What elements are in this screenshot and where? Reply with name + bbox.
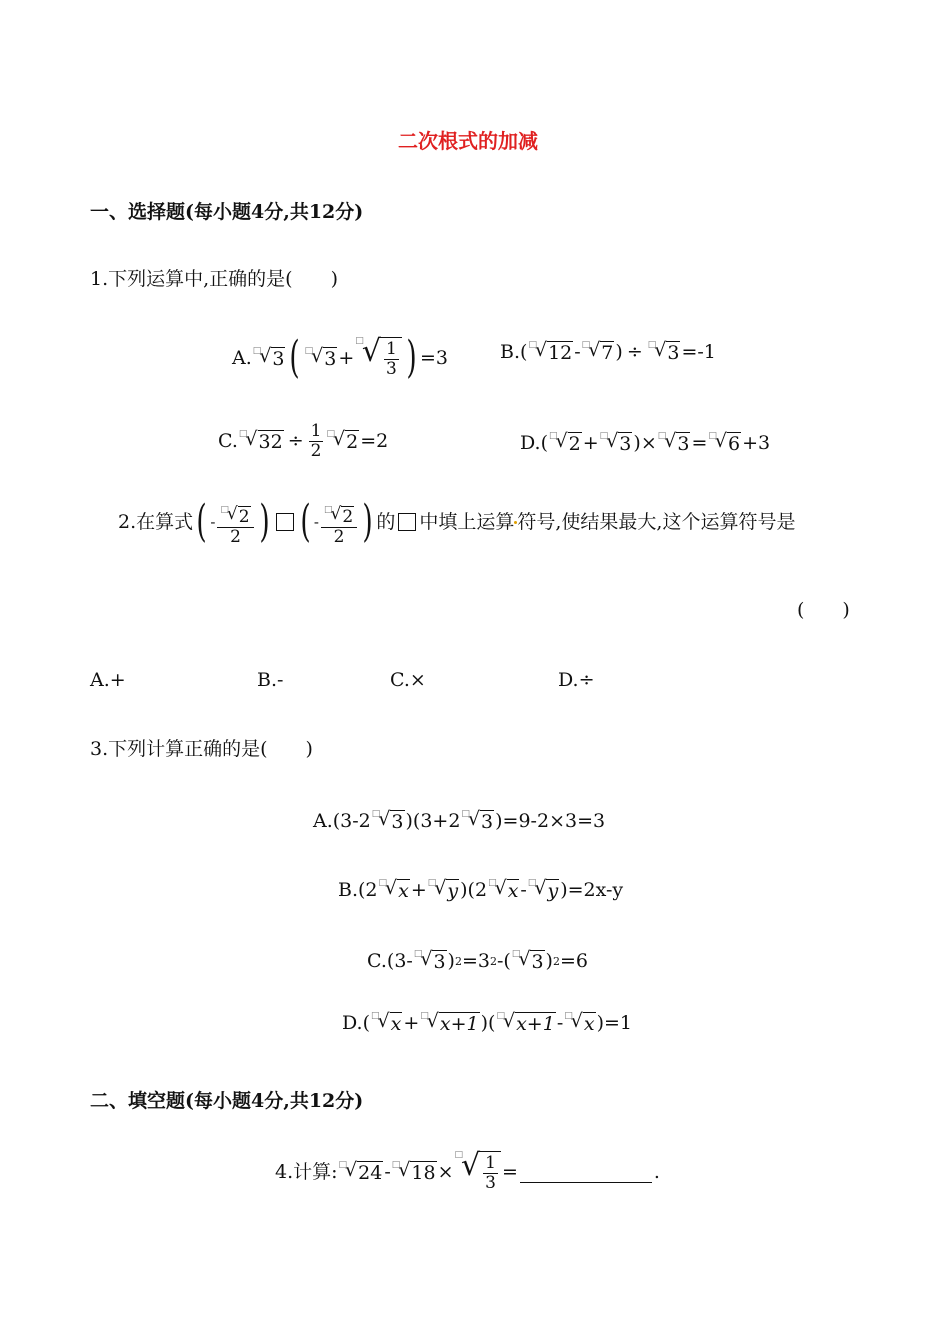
- radical: □ √ 32: [238, 427, 283, 453]
- blank-box-icon: [398, 513, 416, 531]
- radical: □ √ 3: [599, 430, 632, 455]
- question-4: [275, 1148, 660, 1196]
- denominator: 2: [230, 526, 241, 547]
- radical: □ √ 12: [528, 339, 573, 364]
- numerator: 1: [385, 339, 397, 360]
- option-c-pre: C.(3-: [367, 949, 413, 972]
- question-2-stem: [118, 497, 795, 547]
- radical: □ √ 3: [252, 344, 285, 370]
- radical: □ √ 2: [326, 427, 359, 453]
- radical: □ √ y: [527, 877, 559, 902]
- radicand: y: [547, 880, 559, 902]
- radical: □ √ x: [371, 1010, 402, 1035]
- numerator: 1: [485, 1153, 496, 1174]
- option-c-mid3: ): [545, 949, 553, 972]
- denominator: 3: [485, 1173, 496, 1193]
- radicand: 12: [548, 342, 573, 364]
- radical: □ √ 7: [581, 339, 614, 364]
- question-1-option-b: B. ( □ √ 12 - □ √ 7 ) ÷ □ √ 3 =-1: [500, 339, 716, 364]
- question-2-option-b: B.-: [257, 669, 284, 691]
- plus-sign: +: [403, 1011, 420, 1034]
- option-a-pre: A.(3-2: [313, 809, 371, 832]
- question-3-option-c: [367, 950, 588, 973]
- radical: □ √ 3: [657, 430, 690, 455]
- times-symbol: ×: [437, 1160, 454, 1183]
- radicand: 2: [346, 430, 359, 453]
- minus-sign: -: [520, 878, 527, 901]
- option-c-mid: ): [447, 949, 455, 972]
- left-paren: (: [300, 496, 311, 547]
- fraction: [321, 498, 357, 546]
- option-c-eq: =3: [461, 949, 490, 972]
- denominator: 2: [310, 440, 322, 461]
- radicand: 3: [667, 342, 680, 364]
- radicand: 7: [601, 342, 614, 364]
- radicand: x: [583, 1013, 595, 1035]
- question-1-option-a: A. □ √ 3 ( □ √ 3 + □ √ $\frac{1}{3}$ ) =3: [232, 332, 448, 383]
- question-2-text-a: 中填上运算: [419, 510, 515, 533]
- radical: □ √ 6: [708, 430, 741, 455]
- radical: □ √ y: [427, 877, 459, 902]
- page-title: 二次根式的加减: [398, 129, 538, 153]
- question-3-option-b: [338, 879, 623, 902]
- radicand: 3: [272, 347, 285, 370]
- radical: □ √ 18: [391, 1158, 436, 1184]
- option-c-mid2: -(: [496, 949, 511, 972]
- period: .: [653, 1160, 660, 1183]
- question-2-text-b: 符号,使结果最大,这个运算符号是: [517, 510, 796, 533]
- exponent: 2: [489, 954, 497, 968]
- equation-result: =3: [419, 346, 448, 369]
- radicand: 3: [391, 811, 404, 833]
- radical: □ √ 2: [549, 430, 581, 455]
- radicand: 2: [342, 506, 354, 527]
- radical: □ √ 3: [304, 344, 337, 370]
- radicand: 3: [324, 347, 337, 370]
- radicand: 6: [728, 433, 741, 455]
- radical: □ √ x+1: [496, 1010, 555, 1035]
- radical: □ √ 3: [413, 948, 446, 973]
- radicand: 2: [238, 506, 250, 527]
- radical-fraction: □ √ $\frac{1}{3}$: [355, 337, 401, 378]
- radicand: x+1: [439, 1013, 479, 1035]
- exponent: 2: [552, 954, 560, 968]
- radicand: x: [398, 880, 409, 902]
- option-a-label: A.: [232, 346, 252, 369]
- equation-result: =2: [360, 429, 389, 452]
- fraction: [309, 422, 324, 460]
- option-d-label: D.: [520, 431, 541, 454]
- divide-symbol: ÷: [626, 340, 643, 363]
- blank-box-icon: [276, 513, 294, 531]
- exponent: 2: [454, 954, 462, 968]
- radicand: 18: [411, 1161, 436, 1184]
- radicand: 3: [531, 951, 544, 973]
- radicand: 24: [358, 1161, 383, 1184]
- left-paren: (: [289, 332, 301, 383]
- radical: □ √ x: [564, 1010, 595, 1035]
- minus-sign: -: [210, 512, 216, 531]
- minus-sign: -: [384, 1160, 391, 1183]
- times-symbol: ×: [640, 431, 657, 454]
- option-d-pre: D.(: [342, 1011, 371, 1034]
- radicand: x: [390, 1013, 402, 1035]
- option-b-mid: )(2: [460, 878, 488, 901]
- divide-symbol: ÷: [287, 429, 304, 452]
- minus-sign: -: [313, 512, 319, 531]
- section-heading-choice: 一、选择题(每小题4分,共12分): [90, 201, 364, 223]
- question-3-option-a: [313, 810, 605, 833]
- right-paren: ): [406, 332, 417, 383]
- option-c-label: C.: [218, 429, 238, 452]
- question-2-mid: 的: [376, 510, 396, 533]
- radical: □ √ 2: [324, 503, 354, 527]
- radical: □ √ 24: [338, 1158, 383, 1184]
- radicand: 3: [677, 433, 690, 455]
- radicand: x+1: [516, 1013, 555, 1035]
- radical: □ √ x: [488, 877, 519, 902]
- radicand: 3: [619, 433, 632, 455]
- question-1-option-d: D. ( □ √ 2 + □ √ 3 ) × □ √ 3 = □ √ 6 +3: [520, 430, 771, 455]
- radical: □ √ 3: [511, 948, 544, 973]
- section-heading-fill: 二、填空题(每小题4分,共12分): [90, 1090, 364, 1112]
- option-b-pre: B.(2: [338, 878, 378, 901]
- question-3-option-d: [342, 1012, 632, 1035]
- equation-tail: +3: [742, 431, 771, 454]
- option-c-post: =6: [559, 949, 588, 972]
- option-d-mid: )(: [480, 1011, 496, 1034]
- radical: □ √ 3: [647, 339, 680, 364]
- radical-fraction: □ √ $\frac{1}{3}$: [455, 1151, 501, 1192]
- radicand: 32: [258, 430, 283, 453]
- denominator: 2: [333, 526, 345, 547]
- option-a-mid: )(3+2: [405, 809, 461, 832]
- right-paren: ): [259, 496, 270, 547]
- radical: □ √ 2: [220, 503, 250, 527]
- left-paren: (: [196, 496, 207, 547]
- radicand: 3: [433, 951, 446, 973]
- answer-blank[interactable]: [520, 1162, 652, 1183]
- option-d-post: )=1: [596, 1011, 633, 1034]
- radicand: 2: [568, 433, 581, 455]
- radical: □ √ x+1: [420, 1010, 479, 1035]
- fraction: [217, 498, 253, 546]
- denominator: 3: [385, 359, 397, 379]
- radical: □ √ x: [378, 877, 409, 902]
- question-3-stem: 3.下列计算正确的是( ): [90, 738, 313, 760]
- minus-sign: -: [556, 1011, 564, 1034]
- plus-sign: +: [410, 878, 427, 901]
- option-b-post: )=2x-y: [560, 878, 624, 901]
- question-1-option-c: [218, 422, 388, 460]
- equals-sign: =: [501, 1160, 518, 1183]
- question-2-option-d: D.÷: [558, 669, 595, 691]
- option-b-label: B.: [500, 340, 521, 363]
- radicand: x: [507, 880, 519, 902]
- radical: □ √ 3: [371, 808, 404, 833]
- option-a-post: )=9-2×3=3: [495, 809, 606, 832]
- right-paren: ): [362, 496, 373, 547]
- radical: □ √ 3: [461, 808, 494, 833]
- question-4-intro: 4.计算:: [275, 1160, 338, 1183]
- question-2-answer-paren: ( ): [797, 599, 850, 621]
- radicand: 3: [481, 811, 494, 833]
- equation-result: =-1: [681, 340, 716, 363]
- numerator: 1: [310, 421, 322, 441]
- question-1-stem: 1.下列运算中,正确的是( ): [90, 268, 338, 290]
- question-2-option-a: A.+: [90, 669, 126, 691]
- question-2-option-c: C.×: [390, 669, 426, 691]
- radicand: y: [447, 880, 459, 902]
- question-2-intro: 2.在算式: [118, 510, 194, 533]
